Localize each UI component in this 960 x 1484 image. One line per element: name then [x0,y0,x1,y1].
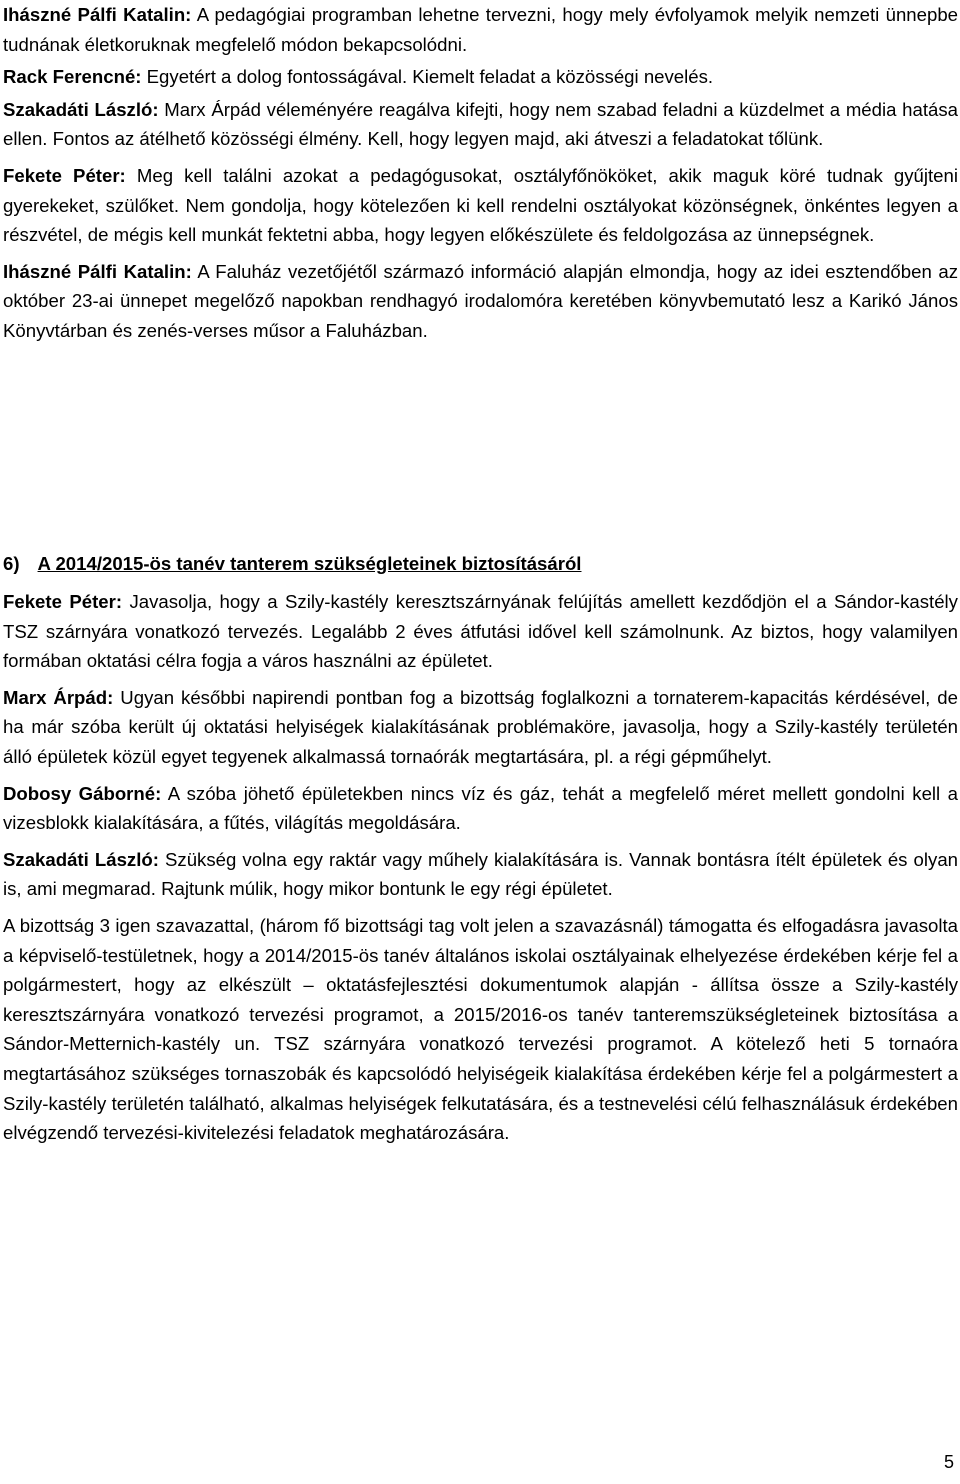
paragraph-ihaszne-2 [3,257,958,346]
paragraph-text: Ugyan későbbi napirendi pontban fog a bizottság foglalkozni a tornaterem-kapacitás kérdésével, de ha már szóba került új oktatási helyiségek kialakításának problémaköre, javasolja, hogy a Szily-kastély területén álló épületek közül egyet tegyenek alkalmassá tornaórák megtartására, pl. a régi gépműhelyt. [3,686,958,767]
paragraph-text: A bizottság 3 igen szavazattal, (három fő bizottsági tag volt jelen a szavazásnál) támogatta és elfogadásra javasolta a képviselő-testületnek, hogy a 2014/2015-ös tanév általános iskolai osztályainak elhelyezése érdekében kérje fel a polgármestert, hogy az elkészült – oktatásfejlesztési dokumentumok alapján - állítsa össze a Szily-kastély keresztszárnyára vonatkozó tervezési programot, a 2015/2016-os tanév tanteremszükségleteinek biztosítása a Sándor-Metternich-kastély un. TSZ szárnyára vonatkozó tervezési programot. A kötelező heti 5 tornaóra megtartásához szükséges tornaszobák és kapcsolódó helyiségeik kialakítása érdekében kérje fel a polgármestert a Szily-kastély területén található, alkalmas helyiségek felkutatására, és a testnevelési célú felhasználásuk érdekében elvégzendő tervezési-kivitelezési feladatok meghatározására. [3,914,958,1144]
speaker-name: Rack Ferencné: [3,66,142,88]
section-number: 6) [3,553,20,574]
paragraph-szakadati-1 [3,95,958,154]
speaker-name: Fekete Péter: [3,164,126,186]
paragraph-text: Egyetért a dolog fontosságával. Kiemelt feladat a közösségi nevelés. [141,66,714,88]
speaker-name: Marx Árpád: [3,686,114,708]
paragraph-resolution [3,911,958,1148]
page-number: 5 [943,1452,954,1472]
paragraph-text: A pedagógiai programban lehetne tervezni, hogy mely évfolyamok melyik nemzeti ünnepbe tudnának életkoruknak megfelelő módon bekapcsolódni. [3,4,958,55]
paragraph-text: Javasolja, hogy a Szily-kastély keresztszárnyának felújítás amellett kezdődjön el a Sándor-kastély TSZ szárnyára vonatkozó tervezés. Legalább 2 éves átfutási idővel kell számolnunk. Az biztos, hogy valamilyen formában oktatási célra fogja a város használni az épületet. [3,591,958,672]
speaker-name: Ihászné Pálfi Katalin: [3,4,192,25]
speaker-name: Ihászné Pálfi Katalin: [3,260,192,282]
paragraph-ihaszne-1 [3,0,958,59]
paragraph-text: Marx Árpád véleményére reagálva kifejti, hogy nem szabad feladni a küzdelmet a média hatása ellen. Fontos az átélhető közösségi élmény. Kell, hogy legyen majd, aki átveszi a feladatokat tőlünk. [3,98,959,150]
paragraph-fekete-2 [3,587,958,676]
section-title: A 2014/2015-ös tanév tanterem szükségleteinek biztosításáról [37,553,582,574]
paragraph-text: A Faluház vezetőjétől származó információ alapján elmondja, hogy az idei esztendőben az október 23-ai ünnepet megelőző napokban rendhagyó irodalomóra keretében könyvbemutató lesz a Karikó János Könyvtárban és zenés-verses műsor a Faluházban. [3,260,958,341]
paragraph-fekete-1 [3,161,958,250]
lower-section [3,587,958,1155]
speaker-name: Fekete Péter: [3,591,123,612]
paragraph-text: Meg kell találni azokat a pedagógusokat, osztályfőnököket, akik maguk köré tudnak gyűjteni gyerekeket, szülőket. Nem gondolja, hogy kötelezően ki kell rendelni osztályokat közönségnek, önkéntes legyen a részvétel, de mégis kell munkát fektetni abba, hogy legyen előkészülete és feldolgozása az ünnepségnek. [3,164,958,246]
paragraph-text: A szóba jöhető épületekben nincs víz és gáz, tehát a megfelelő méret mellett gondolni kell a vizesblokk kialakítására, a fűtés, világítás megoldására. [3,782,958,834]
paragraph-text: Szükség volna egy raktár vagy műhely kialakítására is. Vannak bontásra ítélt épületek és olyan is, ami megmarad. Rajtunk múlik, hogy mikor bontunk le egy régi épületet. [3,848,958,900]
paragraph-dobosy [3,779,958,838]
paragraph-rack [3,62,958,92]
speaker-name: Dobosy Gáborné: [3,782,162,804]
paragraph-szakadati-2 [3,845,958,904]
section-heading [3,549,958,579]
speaker-name: Szakadáti László: [3,848,159,870]
speaker-name: Szakadáti László: [3,98,159,120]
upper-section [3,0,958,353]
paragraph-marx [3,683,958,772]
